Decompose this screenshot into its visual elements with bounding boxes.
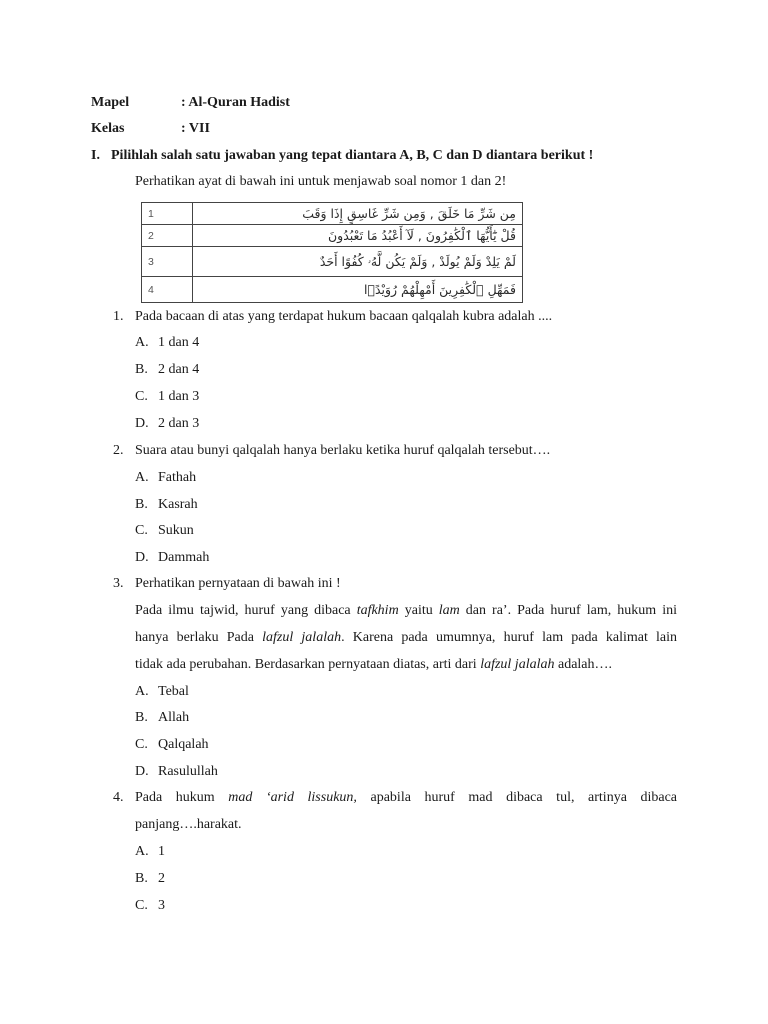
- question-text: [135, 790, 677, 806]
- table-row: [142, 247, 523, 277]
- ayat-text: لَمْ يَلِدْ وَلَمْ يُولَدْ , وَلَمْ يَكُن لَّهُۥ كُفُوًا أَحَدٌ: [193, 247, 523, 277]
- option-letter: C.: [135, 389, 148, 404]
- question-number: 4.: [113, 790, 124, 805]
- paragraph-line: [135, 657, 612, 673]
- option-letter: C.: [135, 523, 148, 538]
- mapel-label: Mapel: [91, 95, 130, 110]
- option-letter: D.: [135, 764, 149, 779]
- text-run: tidak ada perubahan. Berdasarkan pernyataan diatas, arti dari: [135, 657, 481, 672]
- option-text: 3: [158, 898, 165, 913]
- option-text: Sukun: [158, 523, 194, 538]
- ayat-text: قُلْ يَٰٓأَيُّهَا ٱلْكَٰفِرُونَ , لَآ أَعْبُدُ مَا تَعْبُدُونَ: [193, 225, 523, 247]
- option-letter: A.: [135, 470, 149, 485]
- paragraph-line: [135, 630, 677, 646]
- paragraph-line: [135, 603, 677, 619]
- italic-term: lafzul jalalah: [480, 657, 555, 672]
- italic-term: tafkhim: [356, 603, 399, 618]
- question-text: Perhatikan pernyataan di bawah ini !: [135, 576, 341, 591]
- text-run: dan ra’. Pada huruf lam, hukum ini: [459, 603, 677, 618]
- ayat-number: 2: [142, 225, 193, 247]
- ayat-number: 3: [142, 247, 193, 277]
- italic-term: lam: [438, 603, 460, 618]
- intro-text: Perhatikan ayat di bawah ini untuk menjawab soal nomor 1 dan 2!: [135, 174, 507, 189]
- table-row: [142, 225, 523, 247]
- italic-term: lafzul jalalah: [262, 630, 342, 645]
- option-text: Rasulullah: [158, 764, 218, 779]
- ayat-text: فَمَهِّلِ ٱلْكَٰفِرِينَ أَمْهِلْهُمْ رُوَيْدًۢا: [193, 277, 523, 303]
- option-letter: A.: [135, 684, 149, 699]
- option-text: Allah: [158, 710, 190, 725]
- option-letter: D.: [135, 416, 149, 431]
- ayat-text: مِن شَرِّ مَا خَلَقَ , وَمِن شَرِّ غَاسِقٍ إِذَا وَقَبَ: [193, 203, 523, 225]
- question-number: 3.: [113, 576, 124, 591]
- question-text: Suara atau bunyi qalqalah hanya berlaku ketika huruf qalqalah tersebut….: [135, 443, 551, 458]
- option-text: Kasrah: [158, 497, 198, 512]
- option-letter: B.: [135, 497, 148, 512]
- text-run: Pada ilmu tajwid, huruf yang dibaca: [135, 603, 357, 618]
- ayat-table: [141, 202, 523, 303]
- option-text: Tebal: [158, 684, 189, 699]
- ayat-number: 4: [142, 277, 193, 303]
- option-text: 1 dan 3: [158, 389, 200, 404]
- question-text: Pada bacaan di atas yang terdapat hukum bacaan qalqalah kubra adalah ....: [135, 309, 553, 324]
- ayat-number: 1: [142, 203, 193, 225]
- table-row: [142, 277, 523, 303]
- text-run: hanya berlaku Pada: [135, 630, 263, 645]
- italic-term: mad ‘arid lissukun,: [228, 790, 357, 805]
- option-letter: A.: [135, 844, 149, 859]
- option-text: 2 dan 3: [158, 416, 200, 431]
- section-instruction: Pilihlah salah satu jawaban yang tepat diantara A, B, C dan D diantara berikut !: [111, 148, 594, 163]
- text-run: apabila huruf mad dibaca tul, artinya dibaca: [356, 790, 678, 805]
- option-text: 2: [158, 871, 165, 886]
- option-letter: B.: [135, 871, 148, 886]
- mapel-value: : Al-Quran Hadist: [181, 95, 290, 110]
- text-run: Pada hukum: [135, 790, 229, 805]
- kelas-value: : VII: [181, 121, 210, 136]
- text-run: yaitu: [398, 603, 439, 618]
- question-text-continued: panjang….harakat.: [135, 817, 242, 832]
- option-text: Fathah: [158, 470, 197, 485]
- option-text: 2 dan 4: [158, 362, 200, 377]
- option-letter: B.: [135, 710, 148, 725]
- option-text: Qalqalah: [158, 737, 209, 752]
- text-run: adalah….: [554, 657, 613, 672]
- option-letter: C.: [135, 737, 148, 752]
- option-text: 1 dan 4: [158, 335, 200, 350]
- section-number: I.: [91, 148, 100, 163]
- table-row: [142, 203, 523, 225]
- option-letter: A.: [135, 335, 149, 350]
- kelas-label: Kelas: [91, 121, 125, 136]
- option-letter: D.: [135, 550, 149, 565]
- option-text: 1: [158, 844, 165, 859]
- option-letter: B.: [135, 362, 148, 377]
- question-number: 1.: [113, 309, 124, 324]
- question-number: 2.: [113, 443, 124, 458]
- option-text: Dammah: [158, 550, 210, 565]
- text-run: . Karena pada umumnya, huruf lam pada kalimat lain: [341, 630, 677, 645]
- option-letter: C.: [135, 898, 148, 913]
